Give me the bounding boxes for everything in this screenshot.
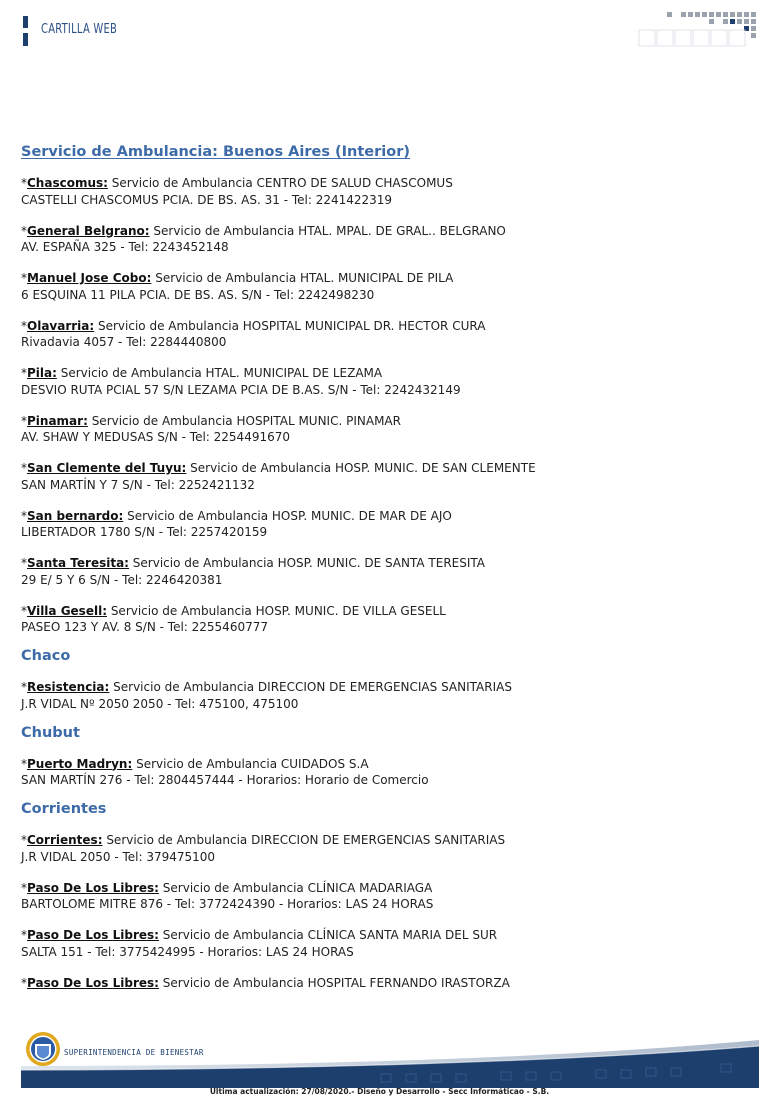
footer-wave-band <box>21 1030 759 1088</box>
organization-name: SUPERINTENDENCIA DE BIENESTAR <box>64 1048 204 1057</box>
list-item: *Pinamar: Servicio de Ambulancia HOSPITAL MUNIC. PINAMAR AV. SHAW Y MEDUSAS S/N - Tel: 2254491670 <box>21 413 401 444</box>
list-item: *Villa Gesell: Servicio de Ambulancia HOSP. MUNIC. DE VILLA GESELL PASEO 123 Y AV. 8 S/N - Tel: 2255460777 <box>21 603 446 634</box>
location-link[interactable]: Pila: <box>27 366 57 380</box>
ambulance-listing <box>21 143 741 1006</box>
location-link[interactable]: Santa Teresita: <box>27 556 129 570</box>
location-link[interactable]: Manuel Jose Cobo: <box>27 271 152 285</box>
location-link[interactable]: San bernardo: <box>27 508 124 523</box>
list-item: *San Clemente del Tuyu: Servicio de Ambulancia HOSP. MUNIC. DE SAN CLEMENTE SAN MARTÍN Y 7 S/N - Tel: 2252421132 <box>21 461 536 492</box>
section-title-chubut: Chubut <box>21 724 80 741</box>
section-title-buenos-aires: Servicio de Ambulancia: Buenos Aires (Interior) <box>21 144 410 160</box>
location-link[interactable]: Villa Gesell: <box>27 603 107 618</box>
superintendencia-seal-logo <box>25 1031 61 1067</box>
list-item: *Olavarria: Servicio de Ambulancia HOSPITAL MUNICIPAL DR. HECTOR CURA Rivadavia 4057 - Tel: 2284440800 <box>21 318 486 349</box>
list-item: *Manuel Jose Cobo: Servicio de Ambulancia HTAL. MUNICIPAL DE PILA 6 ESQUINA 11 PILA PCIA. DE BS. AS. S/N - Tel: 2242498230 <box>21 271 454 302</box>
list-item: *Paso De Los Libres: Servicio de Ambulancia CLÍNICA SANTA MARIA DEL SUR SALTA 151 - Tel: 3775424995 - Horarios: LAS 24 HORAS <box>21 928 498 959</box>
list-item: *Resistencia: Servicio de Ambulancia DIRECCION DE EMERGENCIAS SANITARIAS J.R VIDAL Nº 2050 2050 - Tel: 475100, 475100 <box>21 680 512 711</box>
list-item: *Santa Teresita: Servicio de Ambulancia HOSP. MUNIC. DE SANTA TERESITA 29 E/ 5 Y 6 S/N - Tel: 2246420381 <box>21 556 486 587</box>
location-link[interactable]: Chascomus: <box>27 176 108 190</box>
list-item: *Corrientes: Servicio de Ambulancia DIRECCION DE EMERGENCIAS SANITARIAS J.R VIDAL 2050 - Tel: 379475100 <box>21 833 506 864</box>
location-link[interactable]: San Clemente del Tuyu: <box>27 461 187 475</box>
section-title-corrientes: Corrientes <box>21 801 107 817</box>
list-item: *San bernardo: Servicio de Ambulancia HOSP. MUNIC. DE MAR DE AJO LIBERTADOR 1780 S/N - Tel: 2257420159 <box>21 508 452 539</box>
location-link[interactable]: Puerto Madryn: <box>27 756 133 771</box>
location-link[interactable]: Corrientes: <box>27 833 103 847</box>
section-title-chaco: Chaco <box>21 648 71 664</box>
location-link[interactable]: Olavarria: <box>27 318 95 333</box>
list-item: *Paso De Los Libres: Servicio de Ambulancia CLÍNICA MADARIAGA BARTOLOME MITRE 876 - Tel: 3772424390 - Horarios: LAS 24 HORAS <box>21 880 434 911</box>
header-grid-decoration <box>638 12 758 48</box>
location-link[interactable]: Pinamar: <box>27 413 88 428</box>
page-title: CARTILLA WEB <box>41 22 118 37</box>
location-link[interactable]: General Belgrano: <box>27 223 150 238</box>
header-accent-bar <box>23 16 28 46</box>
list-item: *Puerto Madryn: Servicio de Ambulancia CUIDADOS S.A SAN MARTÍN 276 - Tel: 2804457444 - Horarios: Horario de Comercio <box>21 756 429 787</box>
location-link[interactable]: Paso De Los Libres: <box>27 975 159 990</box>
location-link[interactable]: Paso De Los Libres: <box>27 880 159 895</box>
location-link[interactable]: Paso De Los Libres: <box>27 928 159 942</box>
list-item: *Pila: Servicio de Ambulancia HTAL. MUNICIPAL DE LEZAMA DESVIO RUTA PCIAL 57 S/N LEZAMA PCIA DE B.AS. S/N - Tel: 2242432149 <box>21 366 461 397</box>
list-item: *Paso De Los Libres: Servicio de Ambulancia HOSPITAL FERNANDO IRASTORZA <box>21 975 510 990</box>
location-link[interactable]: Resistencia: <box>27 680 110 694</box>
list-item: *General Belgrano: Servicio de Ambulancia HTAL. MPAL. DE GRAL.. BELGRANO AV. ESPAÑA 325 - Tel: 2243452148 <box>21 223 506 254</box>
last-update-note: Ultima actualización: 27/08/2020.- Diseño y Desarrollo - Secc Informáticao - S.B. <box>209 1087 550 1096</box>
list-item: *Chascomus: Servicio de Ambulancia CENTRO DE SALUD CHASCOMUS CASTELLI CHASCOMUS PCIA. DE BS. AS. 31 - Tel: 2241422319 <box>21 176 453 207</box>
